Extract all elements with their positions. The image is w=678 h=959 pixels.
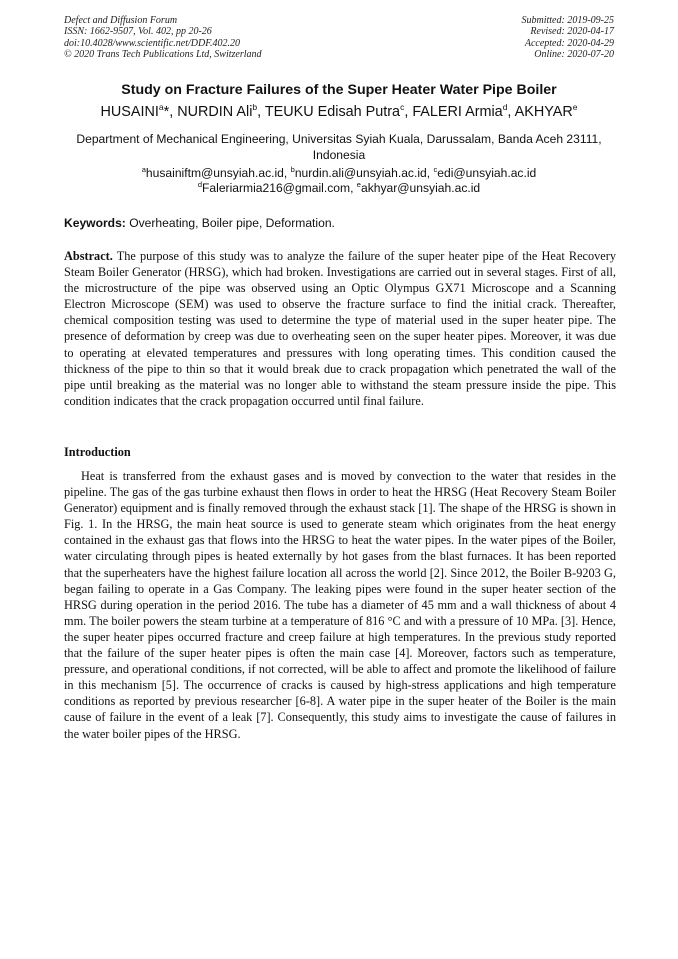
author-emails	[58, 166, 620, 196]
journal-name: Defect and Diffusion Forum	[64, 15, 178, 26]
author: NURDIN Ali$^b$,	[177, 102, 265, 120]
submitted-date: Submitted: 2019-09-25	[521, 15, 614, 26]
keywords-label: Keywords:	[64, 216, 126, 230]
email-link[interactable]: edi@unsyiah.ac.id	[437, 166, 537, 180]
submission-dates	[522, 15, 615, 60]
email-link[interactable]: Faleriarmia216@gmail.com	[202, 180, 351, 195]
abstract-label: Abstract.	[64, 249, 113, 263]
doi-line: doi:10.4028/www.scientific.net/DDF.402.20	[64, 37, 241, 49]
author: FALERI Armia$^d$,	[412, 102, 515, 120]
email-link[interactable]: nurdin.ali@unsyiah.ac.id	[294, 166, 427, 180]
email-line-1: $^a$husainiftm@unsyiah.ac.id, $^b$nurdin.ali@unsyiah.ac.id, $^c$edi@unsyiah.ac.id	[141, 165, 537, 180]
email-link[interactable]: akhyar@unsyiah.ac.id	[360, 180, 481, 195]
email-link[interactable]: husainiftm@unsyiah.ac.id	[145, 166, 284, 180]
issn-line: ISSN: 1662-9507, Vol. 402, pp 20-26	[64, 26, 212, 38]
paper-title: Study on Fracture Failures of the Super Heater Water Pipe Boiler	[121, 82, 557, 98]
abstract-text: The purpose of this study was to analyze the failure of the super heater pipe of the Heat Recovery Steam Boiler Generator (HRSG), which had broken. Investigations are carried out in several stages. First of all, the microstructure of the pipe was observed using an Optic Olympus GX71 Microscope and a Scanning Electron Microscope (SEM) was used to observe the fracture surface to find the initial crack. Thereafter, chemical composition testing was used to determine the type of material used in the super heater pipe. The presence of deformation by creep was due to overheating seen on the super heater pipes. Moreover, it was due to operating at elevated temperatures and pressures with long operating times. This condition caused the thickness of the pipe to thin so that it would break due to crack propagation which penetrated the wall of the pipe until breaking as the material was no longer able to withstand the steam pressure inside the pipe. This condition indicates that the crack propagation occurred until final failure.	[64, 249, 616, 408]
email-line-2: $^d$Faleriarmia216@gmail.com, $^e$akhyar@unsyiah.ac.id	[197, 179, 481, 195]
keywords	[64, 216, 616, 230]
revised-date: Revised: 2020-04-17	[530, 26, 614, 38]
online-date: Online: 2020-07-20	[534, 48, 614, 60]
keywords-text: Overheating, Boiler pipe, Deformation.	[129, 216, 335, 230]
author: AKHYAR$^e$	[514, 102, 578, 120]
author: TEUKU Edisah Putra$^c$,	[264, 102, 413, 120]
author-list	[40, 104, 638, 120]
author: HUSAINI$^a$*,	[100, 102, 178, 120]
journal-info	[64, 15, 262, 60]
copyright-line: © 2020 Trans Tech Publications Ltd, Switzerland	[64, 48, 262, 60]
affiliation: Department of Mechanical Engineering, Universitas Syiah Kuala, Darussalam, Banda Aceh 23111, Indonesia	[76, 132, 602, 162]
accepted-date: Accepted: 2020-04-29	[524, 37, 614, 49]
abstract	[64, 248, 616, 409]
introduction-text: Heat is transferred from the exhaust gases and is moved by convection to the water that resides in the pipeline. The gas of the gas turbine exhaust then flows in order to heat the HRSG (Heat Recovery Steam Boiler Generator) equipment and is finally removed through the exhaust stack [1]. The shape of the HRSG is shown in Fig. 1. In the HRSG, the main heat source is used to generate steam which originates from the heat energy contained in the exhaust gas that flows into the HRSG to heat the water pipes. In the water pipes of the Boiler, water circulating through pipes is heated externally by hot gases from the blast furnaces. It has been reported that the superheaters have the highest failure location all across the world [2]. Since 2012, the Boiler B-9203 G, began failing to operate in a Gas Company. The leaking pipes were found in the super heater section of the HRSG during operation in the period 2016. The tube has a diameter of 45 mm and a wall thickness of about 4 mm. The boiler powers the steam turbine at a temperature of 816 °C and with a pressure of 10 MPa. [3]. Hence, the super heater pipes occurred fracture and creep failure at high temperatures. In the previous study reported that the failure of the super heater pipes is often the main case [4]. Moreover, factors such as temperature, pressure, and operational conditions, if not corrected, will be able to affect and promote the likelihood of failure in this mechanism [5]. The occurrence of cracks is caused by high-stress applications and high temperature conditions as reported by previous researcher [6-8]. A water pipe in the super heater of the Boiler is the main cause of failure in the event of a leak [7]. Consequently, this study aims to investigate the cause of failures in the water boiler pipes of the HRSG.	[64, 469, 616, 741]
section-heading-introduction: Introduction	[64, 445, 131, 459]
